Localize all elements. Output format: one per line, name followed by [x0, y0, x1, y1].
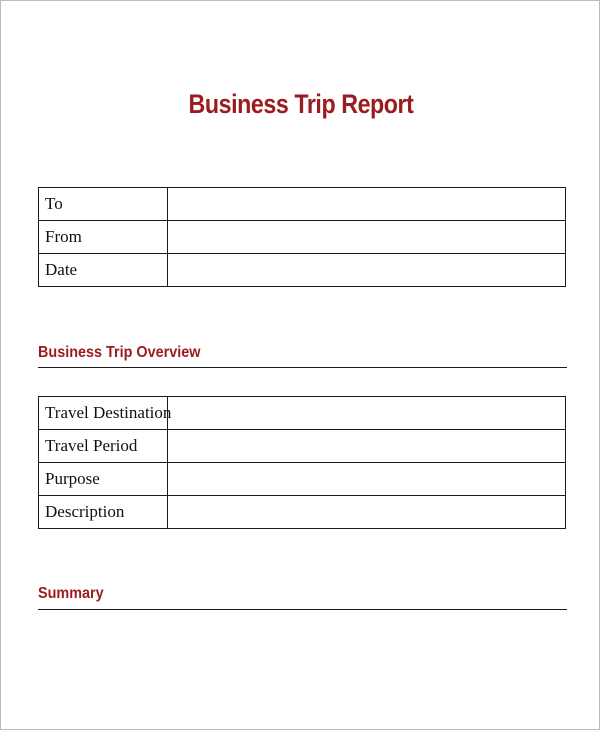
- overview-fields-table: [38, 396, 566, 529]
- section-divider: [38, 609, 567, 610]
- field-value-purpose[interactable]: [168, 463, 566, 496]
- field-value-date[interactable]: [168, 254, 566, 287]
- document-title: Business Trip Report: [188, 89, 414, 119]
- field-value-travel-period[interactable]: [168, 430, 566, 463]
- field-label-travel-destination: Travel Destination: [39, 397, 168, 430]
- field-label-purpose: Purpose: [39, 463, 168, 496]
- section-heading-summary: Summary: [38, 585, 104, 602]
- table-row: [39, 430, 566, 463]
- field-value-from[interactable]: [168, 221, 566, 254]
- table-row: [39, 221, 566, 254]
- table-row: [39, 397, 566, 430]
- section-heading-overview: Business Trip Overview: [38, 344, 201, 361]
- field-label-from: From: [39, 221, 168, 254]
- table-row: [39, 496, 566, 529]
- field-label-description: Description: [39, 496, 168, 529]
- table-row: [39, 188, 566, 221]
- field-label-date: Date: [39, 254, 168, 287]
- section-divider: [38, 367, 567, 368]
- field-value-description[interactable]: [168, 496, 566, 529]
- header-fields-table: [38, 187, 566, 287]
- field-label-to: To: [39, 188, 168, 221]
- field-value-to[interactable]: [168, 188, 566, 221]
- table-row: [39, 463, 566, 496]
- field-label-travel-period: Travel Period: [39, 430, 168, 463]
- table-row: [39, 254, 566, 287]
- field-value-travel-destination[interactable]: [168, 397, 566, 430]
